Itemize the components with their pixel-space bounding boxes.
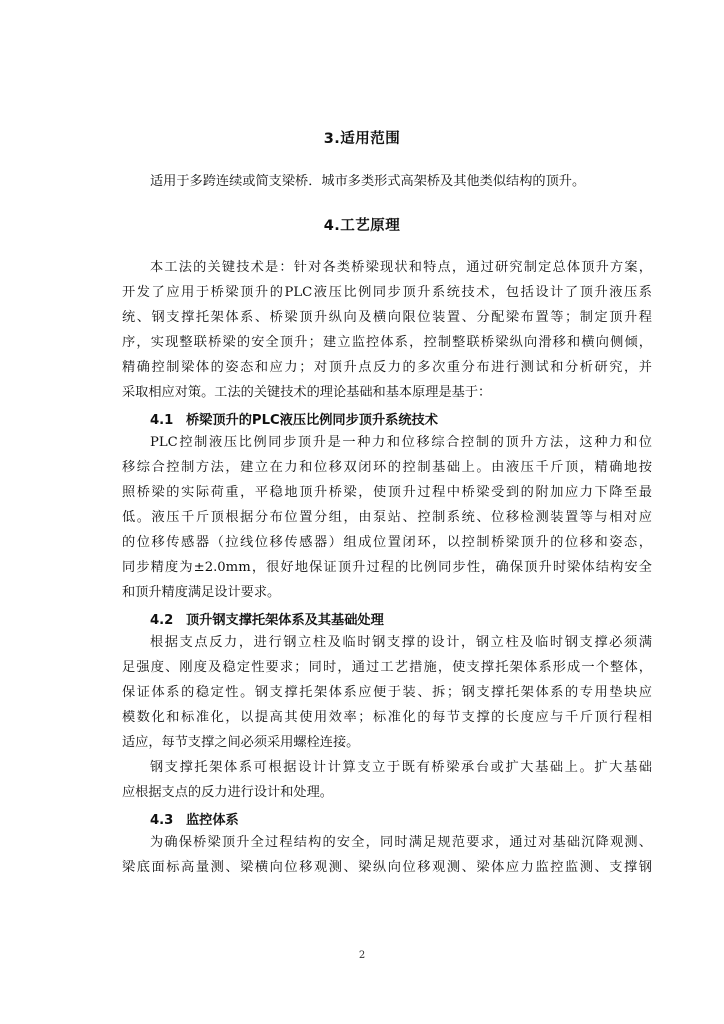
section-4-heading: 4.工艺原理 <box>323 218 401 234</box>
intro-line: 采取相应对策。工法的关键技术的理论基础和基本原理是基于： <box>122 385 492 400</box>
paragraph-line: PLC控制液压比例同步顶升是一种力和位移综合控制的顶升方法，这种力和位 <box>150 435 652 450</box>
intro-line: 序，实现整联桥梁的安全顶升；建立监控体系，控制整联桥梁纵向滑移和横向侧倾， <box>122 335 652 350</box>
paragraph-line: 适应，每节支撑之间必须采用螺栓连接。 <box>122 735 360 750</box>
subsection-number: 4.1 <box>150 413 174 428</box>
intro-line: 精确控制梁体的姿态和应力；对顶升点反力的多次重分布进行测试和分析研究，并 <box>122 360 652 375</box>
section-3-text: 适用于多跨连续或简支梁桥．城市多类形式高架桥及其他类似结构的顶升。 <box>150 174 586 189</box>
subsection-title: 监控体系 <box>186 813 239 828</box>
paragraph-line: 应根据支点的反力进行设计和处理。 <box>122 785 333 800</box>
paragraph-line: 根据支点反力，进行钢立柱及临时钢支撑的设计，钢立柱及临时钢支撑必须满 <box>150 635 652 650</box>
section-3-heading: 3.适用范围 <box>323 131 401 147</box>
subsection-4-2-heading <box>150 609 384 628</box>
subsection-number: 4.2 <box>150 613 174 628</box>
paragraph-line: 和顶升精度满足设计要求。 <box>122 585 281 600</box>
paragraph-line: 梁底面标高量测、梁横向位移观测、梁纵向位移观测、梁体应力监控监测、支撑钢 <box>122 860 652 875</box>
subsection-number: 4.3 <box>150 813 174 828</box>
intro-line: 统、钢支撑托架体系、桥梁顶升纵向及横向限位装置、分配梁布置等；制定顶升程 <box>122 310 652 325</box>
paragraph-line: 足强度、刚度及稳定性要求；同时，通过工艺措施，使支撑托架体系形成一个整体， <box>122 660 652 675</box>
paragraph-line: 低。液压千斤顶根据分布位置分组，由泵站、控制系统、位移检测装置等与相对应 <box>122 510 652 525</box>
intro-line: 开发了应用于桥梁顶升的PLC液压比例同步顶升系统技术，包括设计了顶升液压系 <box>122 285 652 300</box>
subsection-4-1-heading <box>150 409 438 428</box>
subsection-title: 顶升钢支撑托架体系及其基础处理 <box>186 613 384 628</box>
paragraph-line: 照桥梁的实际荷重，平稳地顶升桥梁，使顶升过程中桥梁受到的附加应力下降至最 <box>122 485 652 500</box>
subsection-title: 桥梁顶升的PLC液压比例同步顶升系统技术 <box>186 413 438 428</box>
paragraph-line: 同步精度为±2.0mm，很好地保证顶升过程的比例同步性，确保顶升时梁体结构安全 <box>122 560 652 575</box>
intro-line: 本工法的关键技术是：针对各类桥梁现状和特点，通过研究制定总体顶升方案， <box>150 260 652 275</box>
paragraph-line: 保证体系的稳定性。钢支撑托架体系应便于装、拆；钢支撑托架体系的专用垫块应 <box>122 685 652 700</box>
page-number: 2 <box>358 950 366 961</box>
subsection-4-3-heading <box>150 809 239 828</box>
paragraph-line: 模数化和标准化，以提高其使用效率；标准化的每节支撑的长度应与千斤顶行程相 <box>122 710 652 725</box>
paragraph-line: 移综合控制方法，建立在力和位移双闭环的控制基础上。由液压千斤顶，精确地按 <box>122 460 652 475</box>
paragraph-line: 为确保桥梁顶升全过程结构的安全，同时满足规范要求，通过对基础沉降观测、 <box>150 835 652 850</box>
paragraph-line: 的位移传感器（拉线位移传感器）组成位置闭环，以控制桥梁顶升的位移和姿态， <box>122 535 652 550</box>
paragraph-line: 钢支撑托架体系可根据设计计算支立于既有桥梁承台或扩大基础上。扩大基础 <box>150 760 652 775</box>
